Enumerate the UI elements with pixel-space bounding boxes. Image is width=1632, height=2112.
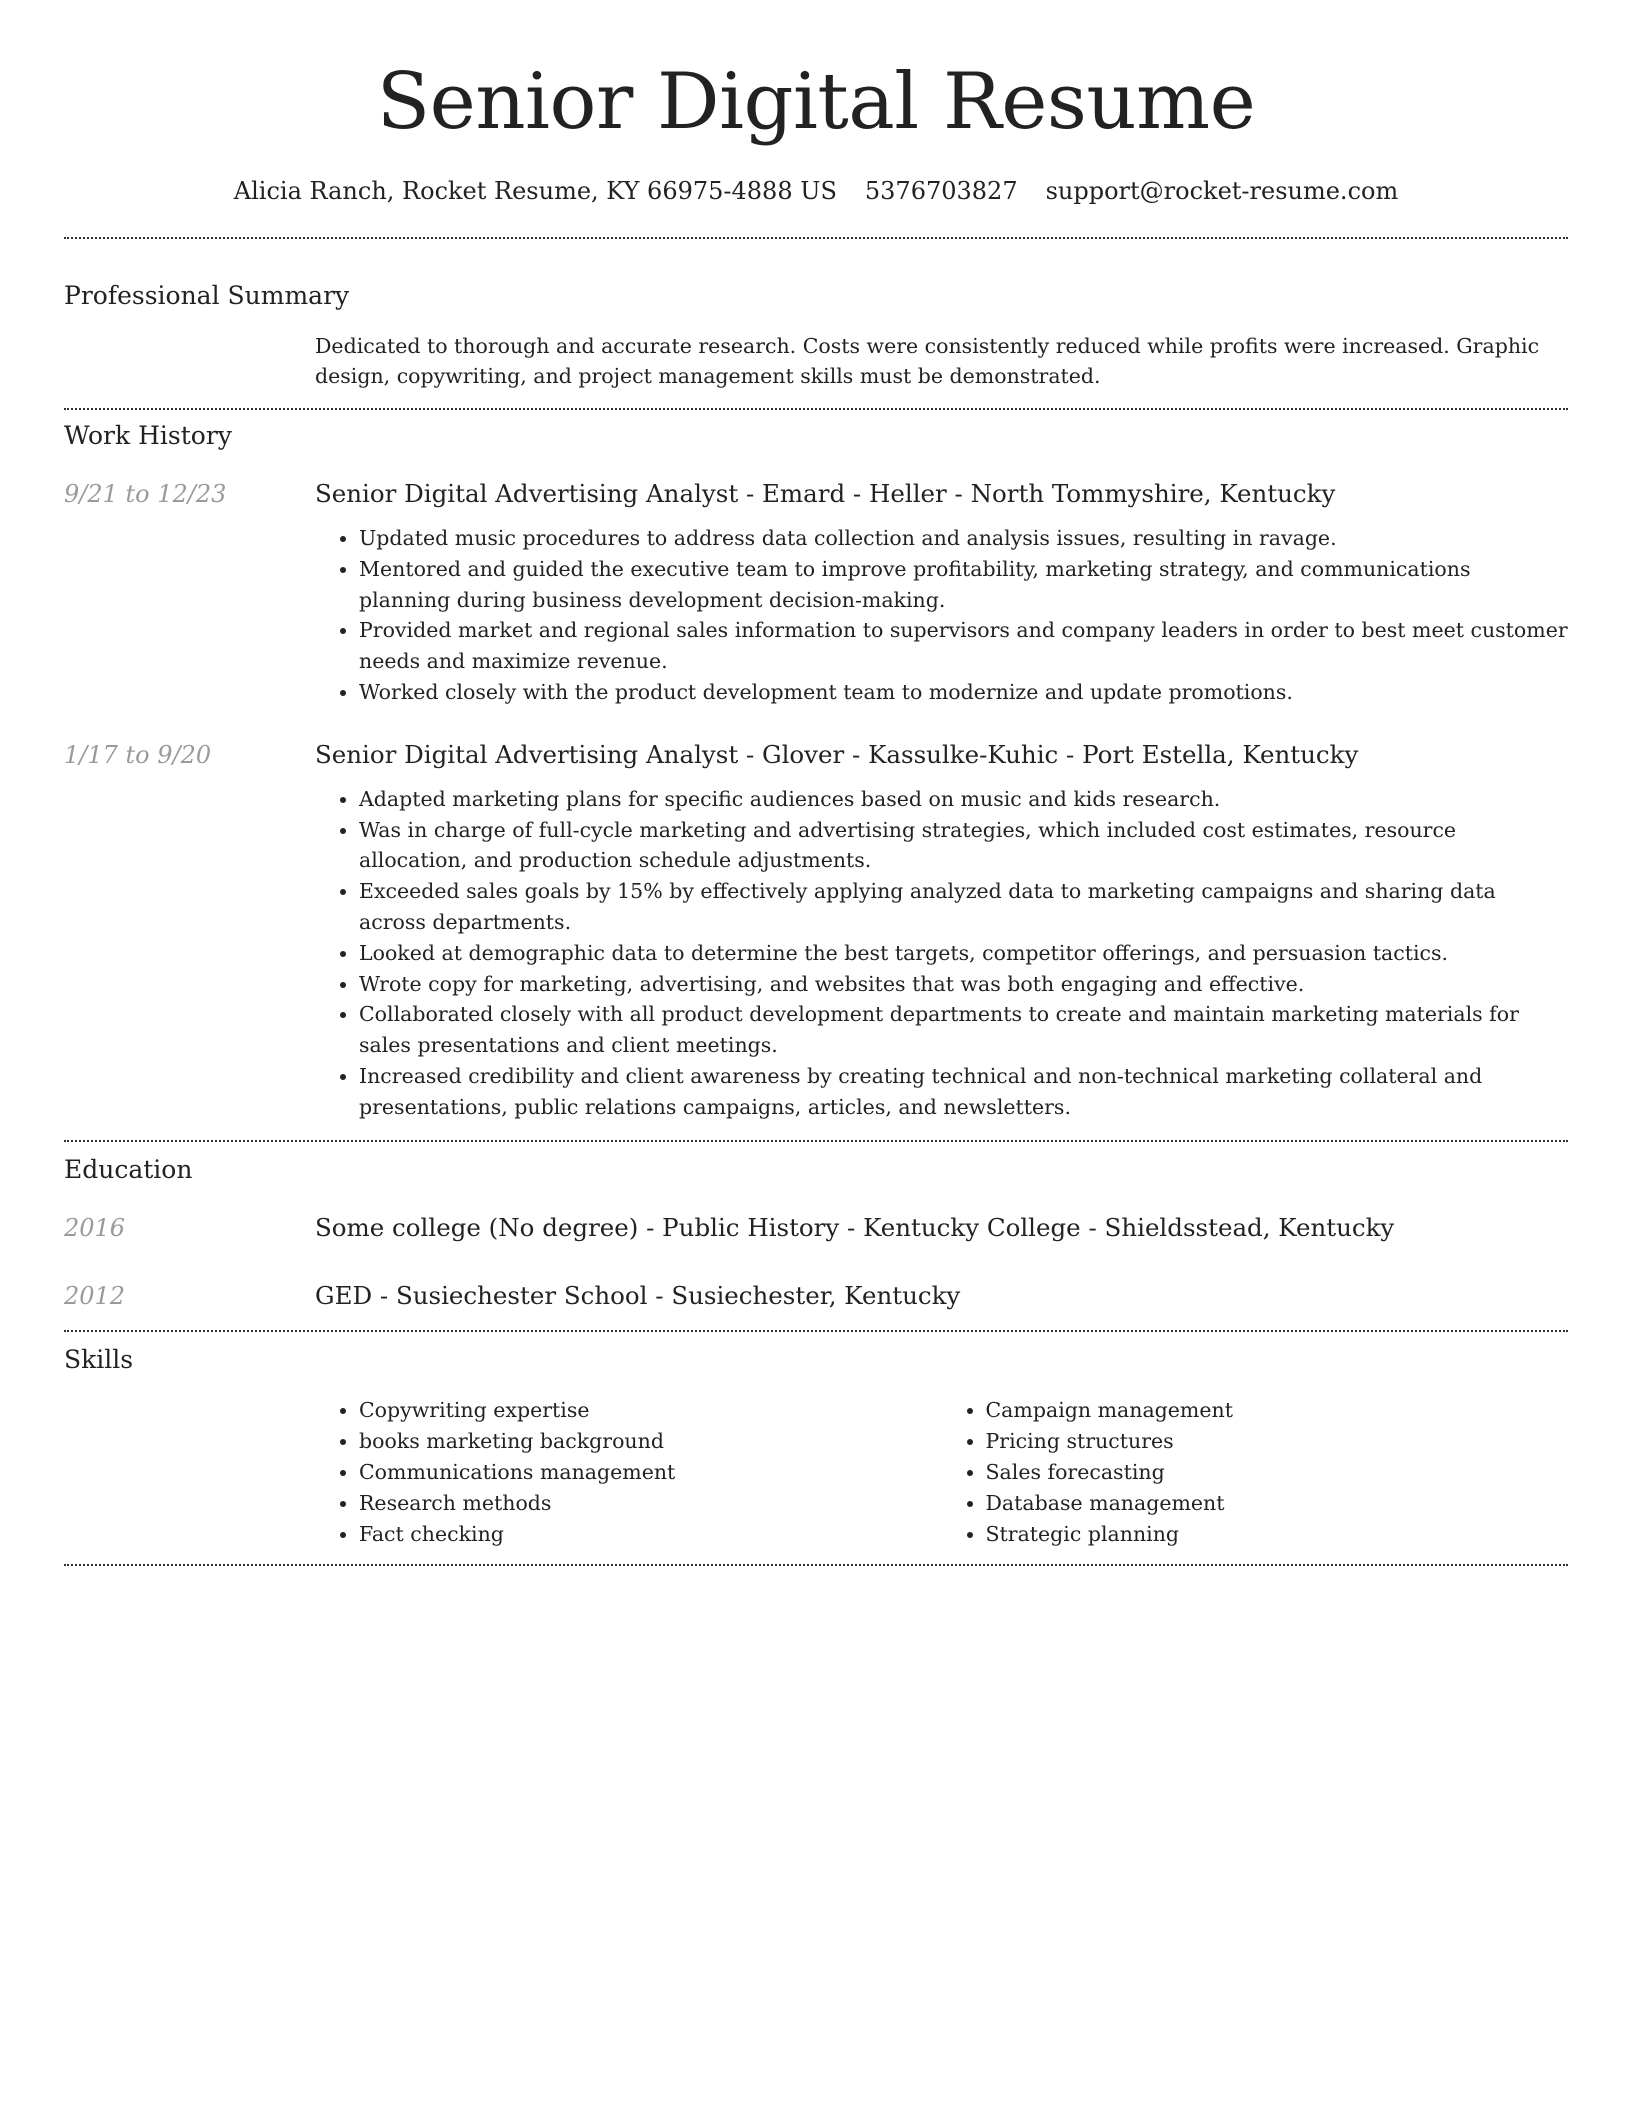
summary-text: Dedicated to thorough and accurate research. Costs were consistently reduced while profits were increased. Graphic design, copywriting, and project management skills must be demonstrated.: [315, 334, 1540, 388]
summary-section: [64, 279, 1568, 391]
contact-phone: 5376703827: [864, 177, 1018, 205]
education-entry: [64, 1211, 1568, 1245]
section-heading-work: Work History: [64, 421, 232, 450]
section-heading-summary: Professional Summary: [64, 281, 350, 310]
divider: [64, 237, 1568, 239]
skills-columns: [315, 1395, 1568, 1550]
list-item: • Adapted marketing plans for specific audiences based on music and kids research.: [359, 784, 1568, 815]
job-dates: 1/17 to 9/20: [64, 740, 212, 769]
list-item: • Sales forecasting: [986, 1457, 1569, 1488]
education-text: GED - Susiechester School - Susiechester, Kentucky: [315, 1280, 961, 1310]
list-item: • books marketing background: [359, 1426, 942, 1457]
list-item: • Campaign management: [986, 1395, 1569, 1426]
list-item: • Worked closely with the product development team to modernize and update promotions.: [359, 677, 1568, 708]
section-heading-skills: Skills: [64, 1344, 134, 1374]
list-item: • Strategic planning: [986, 1519, 1569, 1550]
list-item: • Collaborated closely with all product development departments to create and maintain marketing materials for sales presentations and client meetings.: [359, 999, 1568, 1061]
section-heading-education: Education: [64, 1154, 193, 1184]
list-item: • Looked at demographic data to determine the best targets, competitor offerings, and persuasion tactics.: [359, 938, 1568, 969]
list-item: • Updated music procedures to address data collection and analysis issues, resulting in ravage.: [359, 523, 1568, 554]
education-year: 2016: [64, 1213, 126, 1242]
resume-title: Senior Digital Resume: [376, 57, 1256, 147]
education-section: [64, 1153, 1568, 1313]
list-item: • Communications management: [359, 1457, 942, 1488]
skills-section: [64, 1343, 1568, 1550]
list-item: • Provided market and regional sales information to supervisors and company leaders in order to best meet customer needs and maximize revenue.: [359, 615, 1568, 677]
job-bullets: [315, 784, 1568, 1123]
work-section: [64, 419, 1568, 1123]
list-item: • Copywriting expertise: [359, 1395, 942, 1426]
education-year: 2012: [64, 1281, 126, 1310]
divider: [64, 1564, 1568, 1566]
skills-list-right: [942, 1395, 1569, 1550]
job-title: Senior Digital Advertising Analyst - Emard - Heller - North Tommyshire, Kentucky: [315, 479, 1336, 508]
contact-address: Alicia Ranch, Rocket Resume, KY 66975-4888 US: [233, 177, 837, 205]
list-item: • Exceeded sales goals by 15% by effectively applying analyzed data to marketing campaigns and sharing data across departments.: [359, 876, 1568, 938]
education-text: Some college (No degree) - Public History - Kentucky College - Shieldsstead, Kentucky: [315, 1212, 1395, 1242]
divider: [64, 1140, 1568, 1142]
list-item: • Wrote copy for marketing, advertising, and websites that was both engaging and effective.: [359, 969, 1568, 1000]
contact-email: support@rocket-resume.com: [1045, 177, 1399, 205]
list-item: • Was in charge of full-cycle marketing and advertising strategies, which included cost estimates, resource allocation, and production schedule adjustments.: [359, 815, 1568, 877]
job-entry: [64, 477, 1568, 708]
divider: [64, 1330, 1568, 1332]
job-bullets: [315, 523, 1568, 708]
education-entry: [64, 1279, 1568, 1313]
list-item: • Fact checking: [359, 1519, 942, 1550]
list-item: • Research methods: [359, 1488, 942, 1519]
list-item: • Mentored and guided the executive team to improve profitability, marketing strategy, and communications planning during business development decision-making.: [359, 554, 1568, 616]
job-dates: 9/21 to 12/23: [64, 480, 227, 508]
skills-list-left: [315, 1395, 942, 1550]
divider: [64, 408, 1568, 410]
list-item: • Increased credibility and client awareness by creating technical and non-technical marketing collateral and presentations, public relations campaigns, articles, and newsletters.: [359, 1061, 1568, 1123]
list-item: • Pricing structures: [986, 1426, 1569, 1457]
job-title: Senior Digital Advertising Analyst - Glover - Kassulke-Kuhic - Port Estella, Kentucky: [315, 739, 1359, 769]
list-item: • Database management: [986, 1488, 1569, 1519]
job-entry: [64, 738, 1568, 1123]
contact-line: [64, 174, 1568, 208]
